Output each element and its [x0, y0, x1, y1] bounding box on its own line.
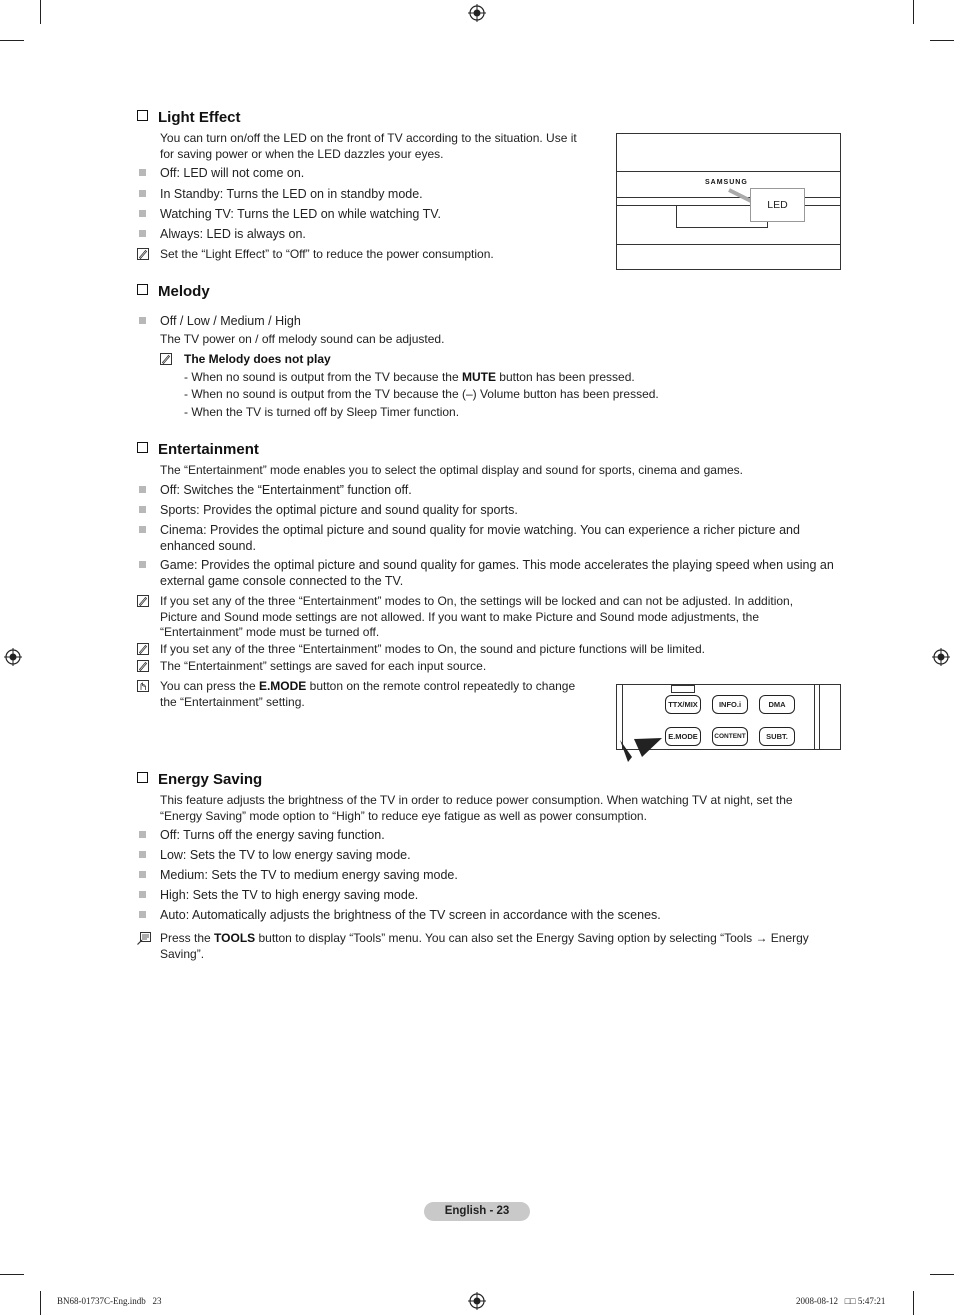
note-icon — [137, 643, 149, 655]
checkbox-icon — [137, 772, 148, 783]
remote-edge — [814, 685, 815, 749]
pointer-arrow-icon — [618, 735, 666, 765]
hand-remote-icon — [137, 680, 149, 692]
ttx-mix-button[interactable]: TTX/MIX — [665, 695, 701, 714]
list-item: Sports: Provides the optimal picture and sound quality for sports. — [160, 503, 518, 517]
note-text: button to display “Tools” menu. You can also set the Energy Saving option by selecting “Tools → Energy Saving”. — [160, 931, 809, 961]
section-heading-entertainment — [137, 441, 259, 458]
crop-mark — [930, 40, 954, 41]
dash-text: When no sound is output from the TV because the — [191, 370, 462, 384]
list-item: In Standby: Turns the LED on in standby mode. — [160, 187, 423, 201]
bullet-icon — [139, 317, 146, 324]
list-item: Game: Provides the optimal picture and sound quality for games. This mode accelerates the playing speed when using an external game console connected to the TV. — [160, 558, 834, 588]
bullet-icon — [139, 169, 146, 176]
print-date: 2008-08-12 □□ 5:47:21 — [796, 1296, 886, 1306]
figure-line — [617, 244, 840, 245]
bullet-icon — [139, 230, 146, 237]
page-number-badge: English - 23 — [424, 1202, 530, 1221]
emode-label: E.MODE — [258, 679, 307, 693]
entertainment-note: If you set any of the three “Entertainment” modes to On, the settings will be locked and can not be adjusted. In addition, Picture and Sound mode settings are not allowed. If you want to make Picture and Sound mode adjustments, the “Entertainment” mode must be turned off. — [160, 594, 794, 639]
tools-icon — [137, 932, 151, 945]
crop-mark — [0, 40, 24, 41]
registration-mark-icon — [932, 648, 950, 666]
section-heading-light-effect — [137, 109, 241, 126]
bullet-icon — [139, 891, 146, 898]
entertainment-note: The “Entertainment” settings are saved for each input source. — [160, 659, 487, 673]
note-text: You can press the — [160, 679, 259, 693]
list-item: Auto: Automatically adjusts the brightness of the TV screen in accordance with the scenes. — [160, 908, 661, 922]
note-icon — [137, 660, 149, 672]
list-item: Cinema: Provides the optimal picture and sound quality for movie watching. You can experience a richer picture and enhanced sound. — [160, 523, 800, 553]
tools-label: TOOLS — [214, 931, 256, 945]
checkbox-icon — [137, 284, 148, 295]
list-item: Always: LED is always on. — [160, 227, 306, 241]
remote-edge — [819, 685, 820, 749]
melody-desc: The TV power on / off melody sound can be adjusted. — [160, 332, 445, 346]
dash-text: When the TV is turned off by Sleep Timer function. — [191, 405, 460, 419]
emode-button[interactable]: E.MODE — [665, 727, 701, 746]
energy-saving-intro: This feature adjusts the brightness of the TV in order to reduce power consumption. When watching TV at night, set the “Energy Saving” mode option to “High” to reduce eye fatigue as well as power consumption. — [160, 793, 793, 823]
crop-mark — [0, 1274, 24, 1275]
bullet-icon — [139, 190, 146, 197]
section-heading-melody — [137, 283, 210, 300]
crop-mark — [913, 1291, 914, 1315]
registration-mark-icon — [468, 1292, 486, 1310]
bullet-icon — [139, 561, 146, 568]
content-button[interactable]: CONTENT — [712, 727, 748, 746]
dash-item: - When no sound is output from the TV because the (–) Volume button has been pressed. — [184, 387, 659, 401]
heading-text: Energy Saving — [158, 771, 263, 788]
note-icon — [137, 248, 149, 260]
light-effect-note: Set the “Light Effect” to “Off” to reduce the power consumption. — [160, 247, 494, 261]
note-text: Press the — [160, 931, 215, 945]
dma-button[interactable]: DMA — [759, 695, 795, 714]
figure-line — [617, 171, 840, 172]
note-icon — [160, 353, 172, 365]
note-icon — [137, 595, 149, 607]
entertainment-intro: The “Entertainment” mode enables you to select the optimal display and sound for sports, cinema and games. — [160, 463, 743, 477]
brand-logo: SAMSUNG — [705, 179, 748, 186]
led-callout: LED — [750, 188, 805, 222]
info-button[interactable]: INFO.i — [712, 695, 748, 714]
dash-text: button has been pressed. — [495, 370, 635, 384]
dash-item: - When no sound is output from the TV because the MUTE button has been pressed. — [184, 370, 635, 384]
bullet-icon — [139, 210, 146, 217]
crop-mark — [930, 1274, 954, 1275]
dash-item: - When the TV is turned off by Sleep Timer function. — [184, 405, 460, 419]
crop-mark — [913, 0, 914, 24]
checkbox-icon — [137, 110, 148, 121]
list-item: Off: LED will not come on. — [160, 166, 305, 180]
tv-led-figure — [616, 133, 841, 270]
checkbox-icon — [137, 442, 148, 453]
bullet-icon — [139, 911, 146, 918]
list-item: Off / Low / Medium / High — [160, 314, 301, 328]
bullet-icon — [139, 871, 146, 878]
ttx-icon — [671, 685, 695, 693]
heading-text: Melody — [158, 283, 210, 300]
dash-text: When no sound is output from the TV because the (–) Volume button has been pressed. — [191, 387, 659, 401]
crop-mark — [40, 1291, 41, 1315]
bullet-icon — [139, 851, 146, 858]
list-item: Low: Sets the TV to low energy saving mode. — [160, 848, 411, 862]
list-item: Off: Switches the “Entertainment” function off. — [160, 483, 412, 497]
list-item: Off: Turns off the energy saving function. — [160, 828, 385, 842]
tools-note — [160, 931, 830, 962]
bullet-icon — [139, 506, 146, 513]
remote-note — [160, 679, 590, 710]
light-effect-intro: You can turn on/off the LED on the front of TV according to the situation. Use it for saving power or when the LED dazzles your eyes. — [160, 131, 577, 161]
registration-mark-icon — [468, 4, 486, 22]
heading-text: Entertainment — [158, 441, 259, 458]
entertainment-note: If you set any of the three “Entertainment” modes to On, the sound and picture functions will be limited. — [160, 642, 705, 656]
section-heading-energy-saving — [137, 771, 262, 788]
list-item: High: Sets the TV to high energy saving mode. — [160, 888, 419, 902]
list-item: Medium: Sets the TV to medium energy saving mode. — [160, 868, 458, 882]
note-text: button on the remote control repeatedly to change the “Entertainment” setting. — [160, 679, 576, 709]
file-info: BN68-01737C-Eng.indb 23 — [57, 1296, 162, 1306]
melody-note-title: The Melody does not play — [184, 352, 331, 366]
mute-label: MUTE — [461, 370, 496, 384]
subt-button[interactable]: SUBT. — [759, 727, 795, 746]
list-item: Watching TV: Turns the LED on while watching TV. — [160, 207, 441, 221]
bullet-icon — [139, 831, 146, 838]
crop-mark — [40, 0, 41, 24]
bullet-icon — [139, 486, 146, 493]
bullet-icon — [139, 526, 146, 533]
registration-mark-icon — [4, 648, 22, 666]
heading-text: Light Effect — [158, 109, 241, 126]
